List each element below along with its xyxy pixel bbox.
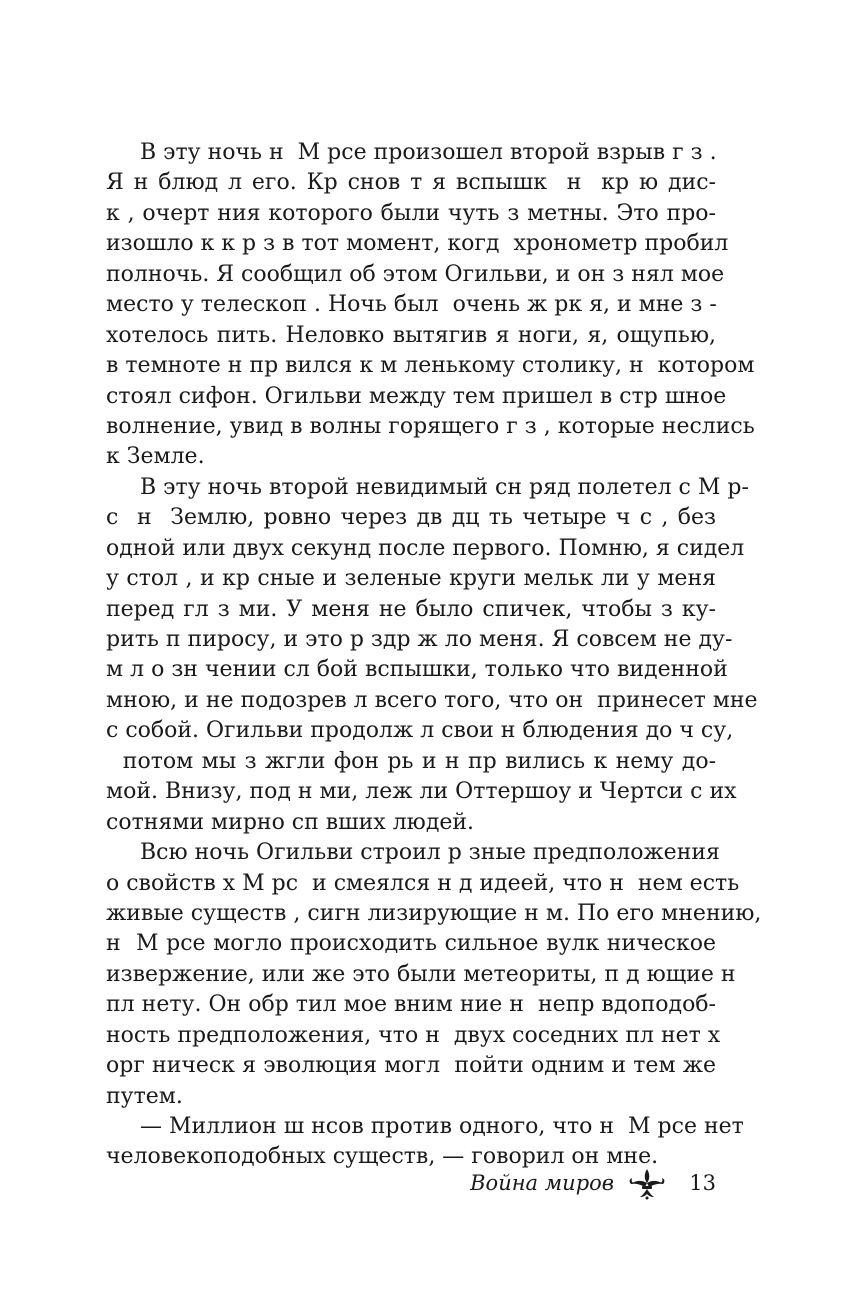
text-line: В эту ночь второй невидимый сн ряд полетел с М р-	[140, 474, 749, 500]
text-line: с н Землю, ровно через дв дц ть четыре ч с , без	[106, 505, 716, 531]
text-line: рить п пиросу, и это р здр ж ло меня. Я совсем не ду-	[106, 627, 733, 652]
text-line: в темноте н пр вился к м ленькому столику, н котором	[106, 353, 755, 379]
text-line: живые существ , сигн лизирующие н м. По его мнению,	[106, 900, 762, 926]
text-line: полночь. Я сообщил об этом Огильви, и он з нял мое	[106, 261, 725, 287]
text-line: н М рсе могло происходить сильное вулк ническое	[106, 931, 716, 957]
text-line: мой. Внизу, под н ми, леж ли Оттершоу и Чертси с их	[106, 779, 737, 805]
text-line: волнение, увид в волны горящего г з , которые неслись	[106, 413, 755, 439]
text-line: м л о зн чении сл бой вспышки, только что виденной	[106, 657, 728, 683]
paragraph-2	[106, 473, 758, 838]
text-line: извержение, или же это были метеориты, п д ющие н	[106, 961, 736, 987]
text-line: В эту ночь н М рсе произошел второй взрыв г з .	[140, 140, 717, 165]
text-line: изошло к к р з в тот момент, когд хронометр пробил	[106, 231, 729, 257]
text-line: сотнями мирно сп вших людей.	[106, 809, 475, 835]
text-line: мною, и не подозрев л всего того, что он принесет мне	[106, 687, 758, 713]
text-line: с собой. Огильви продолж л свои н блюдения до ч су,	[106, 718, 734, 744]
text-line: — Миллион ш нсов против одного, что н М рсе нет	[140, 1114, 744, 1139]
page-number: 13	[689, 1171, 716, 1195]
running-title: Война миров	[470, 1171, 614, 1195]
paragraph-3	[106, 838, 762, 1112]
text-line: потом мы з жгли фон рь и н пр вились к нему до-	[106, 748, 716, 774]
text-line: человекоподобных существ, — говорил он мне.	[106, 1144, 659, 1170]
text-line: стоял сифон. Огильви между тем пришел в стр шное	[106, 383, 727, 409]
text-line: хотелось пить. Неловко вытягив я ноги, я, ощупью,	[106, 322, 716, 348]
text-line: к Земле.	[106, 444, 205, 470]
text-line: ность предположения, что н двух соседних пл нет х	[106, 1022, 721, 1048]
text-line: орг ническ я эволюция могл пойти одним и тем же	[106, 1053, 716, 1079]
paragraph-4	[106, 1112, 744, 1173]
fleur-de-lis-icon	[628, 1168, 666, 1200]
body-text	[106, 138, 762, 1173]
text-line: к , очерт ния которого были чуть з метны. Это про-	[106, 200, 716, 226]
text-line: Всю ночь Огильви строил р зные предположения	[140, 840, 720, 866]
text-line: Я н блюд л его. Кр снов т я вспышк н кр ю дис-	[106, 170, 716, 196]
text-line: место у телескоп . Ночь был очень ж рк я, и мне з -	[106, 292, 717, 318]
paragraph-1	[106, 138, 755, 473]
text-line: путем.	[106, 1083, 183, 1109]
page-footer	[0, 1168, 716, 1202]
text-line: перед гл з ми. У меня не было спичек, чтобы з ку-	[106, 596, 716, 622]
text-line: у стол , и кр сные и зеленые круги мельк ли у меня	[106, 566, 716, 592]
text-line: пл нету. Он обр тил мое вним ние н непр вдоподоб-	[106, 992, 716, 1018]
text-line: одной или двух секунд после первого. Помню, я сидел	[106, 535, 745, 561]
text-line: о свойств х М рс и смеялся н д идеей, что н нем есть	[106, 870, 740, 896]
